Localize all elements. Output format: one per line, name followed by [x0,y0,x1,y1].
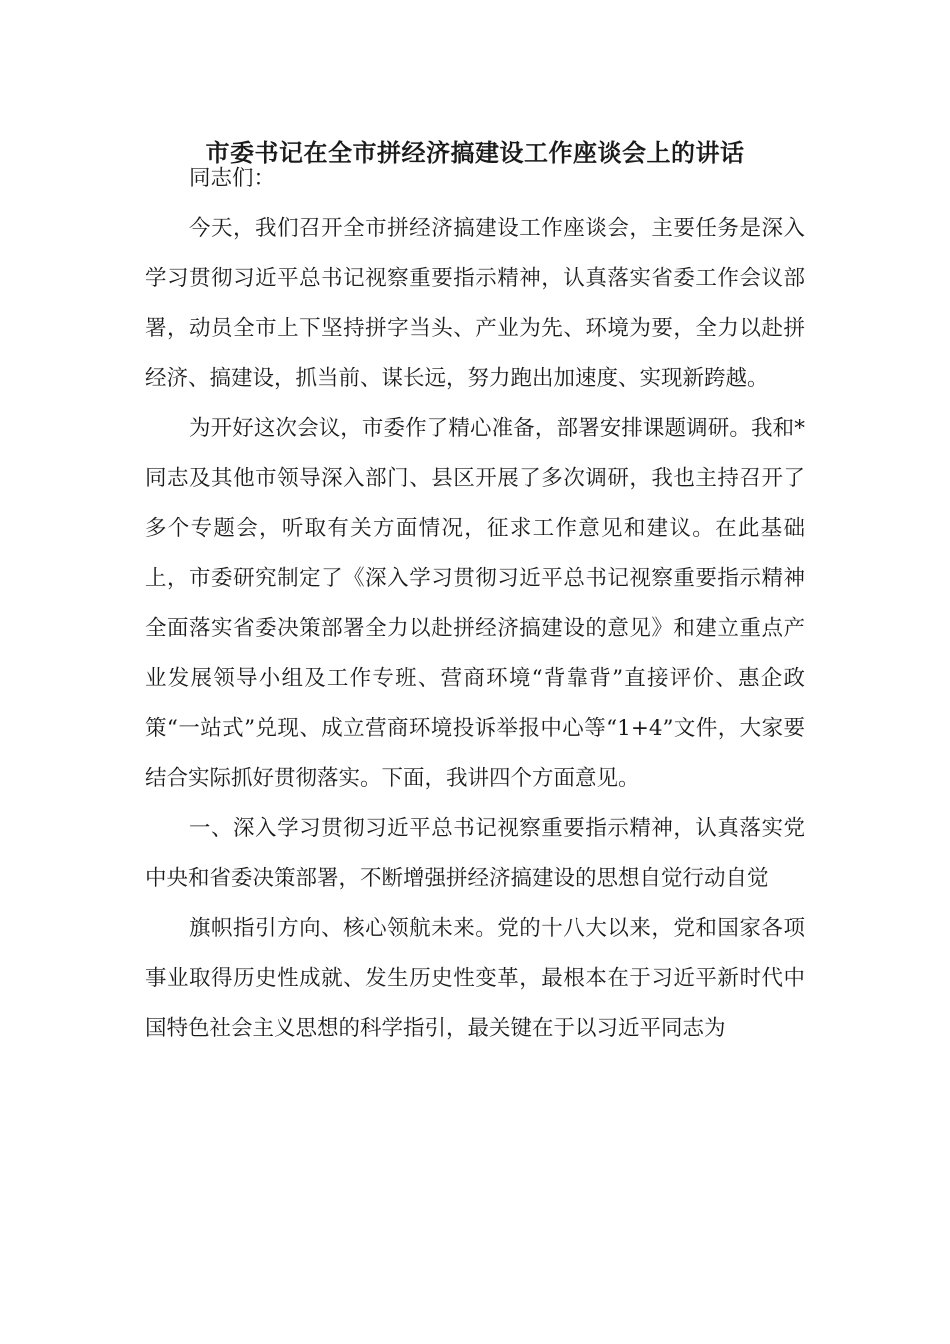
section-heading-one: 一、深入学习贯彻习近平总书记视察重要指示精神，认真落实党中央和省委决策部署，不断增强拼经济搞建设的思想自觉行动自觉 [145,816,805,891]
page-title: 市委书记在全市拼经济搞建设工作座谈会上的讲话 [205,138,745,167]
paragraph-intro: 今天，我们召开全市拼经济搞建设工作座谈会，主要任务是深入学习贯彻习近平总书记视察重要指示精神，认真落实省委工作会议部署，动员全市上下坚持拼字当头、产业为先、环境为要，全力以赴拼经济、搞建设，抓当前、谋长远，努力跑出加速度、实现新跨越。 [145,216,805,391]
paragraph-preparation: 为开好这次会议，市委作了精心准备，部署安排课题调研。我和*同志及其他市领导深入部门、县区开展了多次调研，我也主持召开了多个专题会，听取有关方面情况，征求工作意见和建议。在此基础上，市委研究制定了《深入学习贯彻习近平总书记视察重要指示精神全面落实省委决策部署全力以赴拼经济搞建设的意见》和建立重点产业发展领导小组及工作专班、营商环境“背靠背”直接评价、惠企政策“一站式”兑现、成立营商环境投诉举报中心等“1+4”文件，大家要结合实际抓好贯彻落实。下面，我讲四个方面意见。 [145,416,805,791]
document-body [145,154,805,1054]
salutation: 同志们： [189,166,276,191]
paragraph-guidance: 旗帜指引方向、核心领航未来。党的十八大以来，党和国家各项事业取得历史性成就、发生历史性变革，最根本在于习近平新时代中国特色社会主义思想的科学指引，最关键在于以习近平同志为 [145,916,805,1041]
